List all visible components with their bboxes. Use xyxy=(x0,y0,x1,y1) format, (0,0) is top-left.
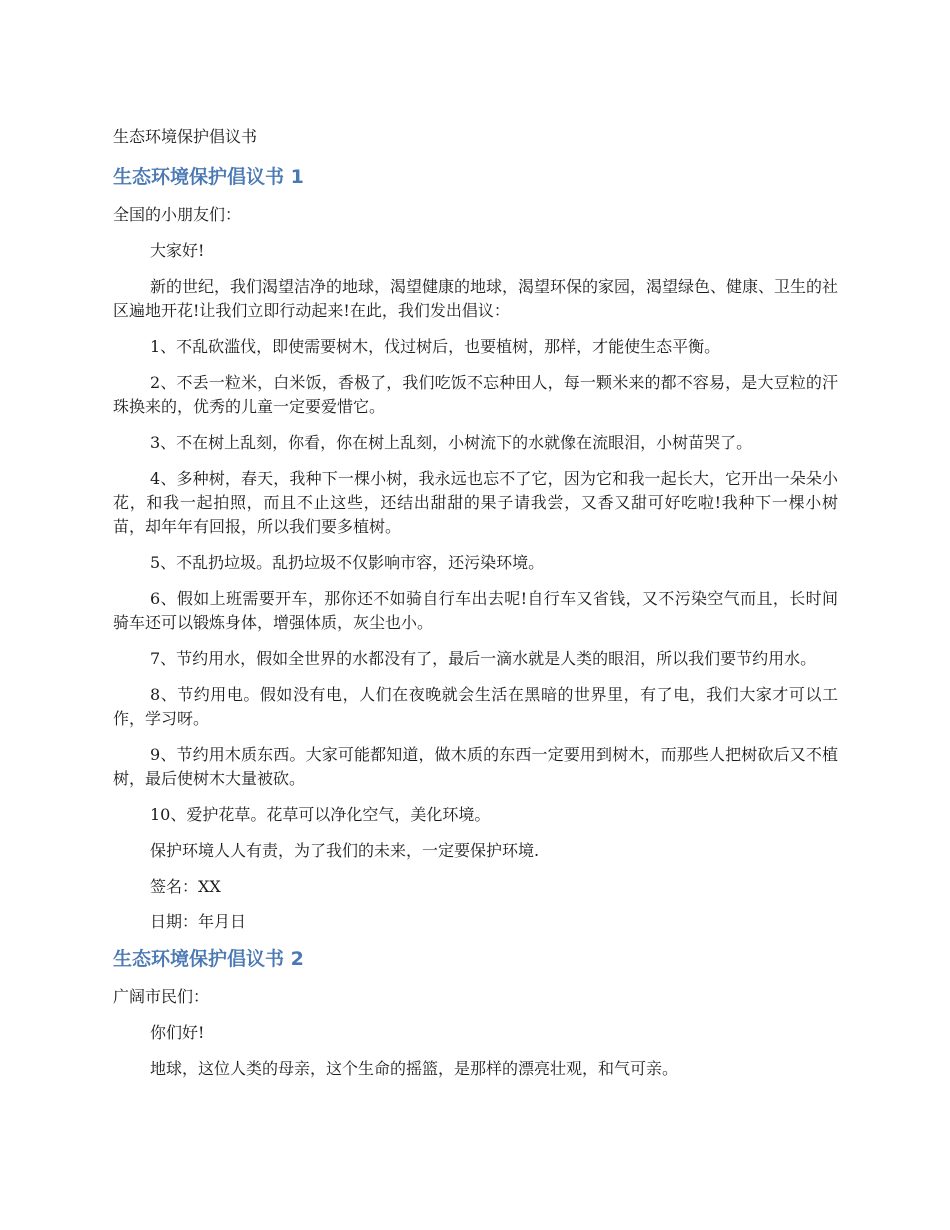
paragraph: 地球，这位人类的母亲，这个生命的摇篮，是那样的漂亮壮观，和气可亲。 xyxy=(150,1059,679,1078)
proposal-item-6: 6、假如上班需要开车，那你还不如骑自行车出去呢!自行车又省钱，又不污染空气而且，长时间骑车还可以锻炼身体，增强体质，灰尘也小。 xyxy=(113,589,838,632)
paragraph: 新的世纪，我们渴望洁净的地球，渴望健康的地球，渴望环保的家园，渴望绿色、健康、卫生的社区遍地开花!让我们立即行动起来!在此，我们发出倡议： xyxy=(113,277,839,320)
proposal-item-10: 10、爱护花草。花草可以净化空气，美化环境。 xyxy=(150,805,491,824)
proposal-item-9: 9、节约用木质东西。大家可能都知道，做木质的东西一定要用到树木，而那些人把树砍后又不植树，最后使树木大量被砍。 xyxy=(113,745,838,788)
section-heading-2: 生态环境保护倡议书 2 xyxy=(113,948,304,970)
proposal-item-1: 1、不乱砍滥伐，即使需要树木，伐过树后，也要植树，那样，才能使生态平衡。 xyxy=(150,337,721,356)
greeting-2: 你们好! xyxy=(150,1023,205,1042)
salutation-2: 广阔市民们： xyxy=(113,987,210,1006)
proposal-item-2: 2、不丢一粒米，白米饭，香极了，我们吃饭不忘种田人，每一颗米来的都不容易，是大豆粒的汗珠换来的，优秀的儿童一定要爱惜它。 xyxy=(113,373,838,416)
date: 日期：年月日 xyxy=(150,912,247,931)
document-title: 生态环境保护倡议书 xyxy=(113,127,258,146)
salutation-1: 全国的小朋友们： xyxy=(113,205,242,224)
proposal-item-3: 3、不在树上乱刻，你看，你在树上乱刻，小树流下的水就像在流眼泪，小树苗哭了。 xyxy=(150,433,753,452)
section-2 xyxy=(113,945,838,1081)
greeting-1: 大家好! xyxy=(150,241,205,260)
proposal-item-8: 8、节约用电。假如没有电，人们在夜晚就会生活在黑暗的世界里，有了电，我们大家才可以工作，学习呀。 xyxy=(113,685,838,728)
proposal-item-7: 7、节约用水，假如全世界的水都没有了，最后一滴水就是人类的眼泪，所以我们要节约用水。 xyxy=(150,649,817,668)
proposal-item-4: 4、多种树，春天，我种下一棵小树，我永远也忘不了它，因为它和我一起长大，它开出一朵朵小花，和我一起拍照，而且不止这些，还结出甜甜的果子请我尝，又香又甜可好吃啦!我种下一棵小树苗，却年年有回报，所以我们要多植树。 xyxy=(113,469,838,536)
proposal-item-5: 5、不乱扔垃圾。乱扔垃圾不仅影响市容，还污染环境。 xyxy=(150,553,545,572)
section-1 xyxy=(113,163,838,934)
closing-statement: 保护环境人人有责，为了我们的未来，一定要保护环境. xyxy=(150,841,540,860)
section-heading-1: 生态环境保护倡议书 1 xyxy=(113,166,304,188)
signature: 签名：XX xyxy=(150,877,221,896)
